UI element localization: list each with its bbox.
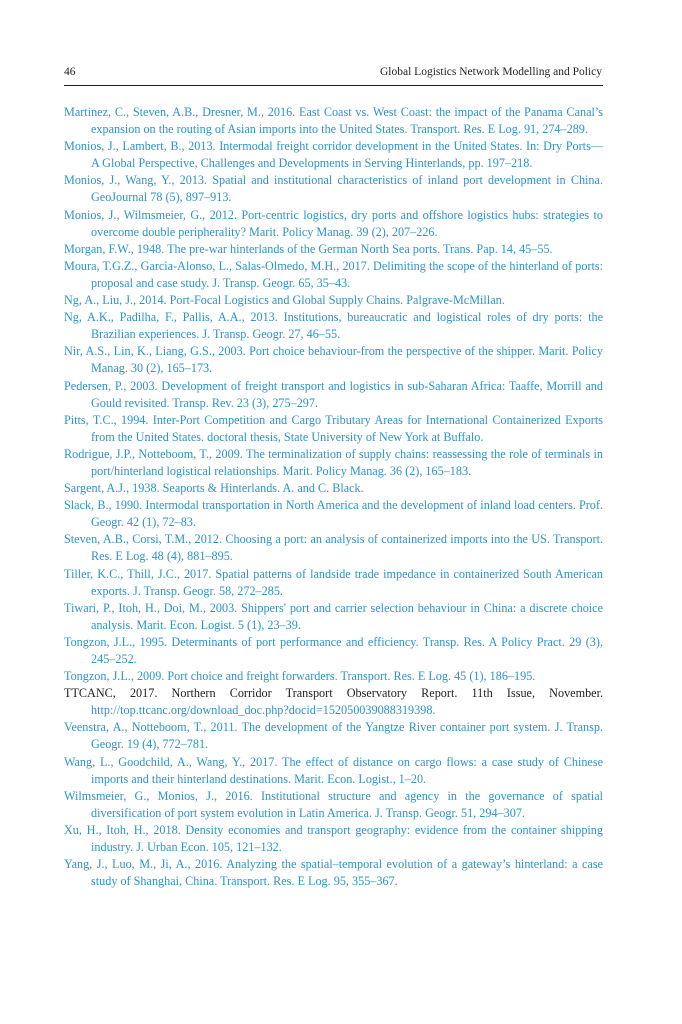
reference-ttcanc-2017[interactable]: TTCANC, 2017. Northern Corridor Transport Observatory Report. 11th Issue, November. http://top.ttcanc.org/download_doc.php?docid=152050039088319398. — [64, 686, 603, 718]
reference-list — [64, 104, 603, 890]
reference-wilmsmeier-2016[interactable]: Wilmsmeier, G., Monios, J., 2016. Institutional structure and agency in the governance of spatial diversification of port system evolution in Latin America. J. Transp. Geogr. 51, 294–307. — [64, 788, 603, 820]
reference-xu-2018[interactable]: Xu, H., Itoh, H., 2018. Density economies and transport geography: evidence from the container shipping industry. J. Urban Econ. 105, 121–132. — [64, 822, 603, 855]
reference-pedersen-2003[interactable]: Pedersen, P., 2003. Development of freight transport and logistics in sub-Saharan Africa: Taaffe, Morrill and Gould revisited. Transp. Rev. 23 (3), 275–297. — [64, 378, 603, 410]
reference-sargent-1938[interactable]: Sargent, A.J., 1938. Seaports & Hinterlands. A. and C. Black. — [64, 481, 364, 496]
reference-morgan-1948[interactable]: Morgan, F.W., 1948. The pre-war hinterlands of the German North Sea ports. Trans. Pap. 14, 45–55. — [64, 241, 553, 256]
reference-tiller-2017[interactable]: Tiller, K.C., Thill, J.C., 2017. Spatial patterns of landside trade impedance in containerized South American exports. J. Transp. Geogr. 58, 272–285. — [64, 566, 603, 598]
reference-monios-wilmsmeier-2012[interactable]: Monios, J., Wilmsmeier, G., 2012. Port-centric logistics, dry ports and offshore logistics hubs: strategies to overcome double peripherality? Marit. Policy Manag. 39 (2), 207–226. — [64, 207, 603, 239]
reference-wang-2017[interactable]: Wang, L., Goodchild, A., Wang, Y., 2017. The effect of distance on cargo flows: a case study of Chinese imports and their hinterland destinations. Marit. Econ. Logist., 1–20. — [64, 754, 603, 786]
running-head — [64, 66, 602, 82]
header-rule — [64, 85, 603, 86]
reference-nir-2003[interactable]: Nir, A.S., Lin, K., Liang, G.S., 2003. Port choice behaviour-from the perspective of the shipper. Marit. Policy Manag. 30 (2), 165–173. — [64, 344, 603, 376]
reference-pitts-1994[interactable]: Pitts, T.C., 1994. Inter-Port Competition and Cargo Tributary Areas for International Containerized Exports from the United States. doctoral thesis, State University of New York at Buffalo. — [64, 412, 603, 444]
reference-steven-2012[interactable]: Steven, A.B., Corsi, T.M., 2012. Choosing a port: an analysis of containerized imports into the US. Transport. Res. E Log. 48 (4), 881–895. — [64, 532, 603, 564]
reference-rodrigue-2009[interactable]: Rodrigue, J.P., Notteboom, T., 2009. The terminalization of supply chains: reassessing the role of terminals in port/hinterland logistical relationships. Marit. Policy Manag. 36 (2), 165–183. — [64, 446, 603, 478]
reference-veenstra-2011[interactable]: Veenstra, A., Notteboom, T., 2011. The development of the Yangtze River container port system. J. Transp. Geogr. 19 (4), 772–781. — [64, 720, 603, 752]
reference-martinez-2016[interactable]: Martinez, C., Steven, A.B., Dresner, M., 2016. East Coast vs. West Coast: the impact of the Panama Canal’s expansion on the routing of Asian imports into the United States. Transport. Res. E Log. 91, 274–289. — [64, 105, 603, 137]
reference-tongzon-1995[interactable]: Tongzon, J.L., 1995. Determinants of port performance and efficiency. Transp. Res. A Policy Pract. 29 (3), 245–252. — [64, 634, 603, 666]
reference-tongzon-2009[interactable]: Tongzon, J.L., 2009. Port choice and freight forwarders. Transport. Res. E Log. 45 (1), 186–195. — [64, 669, 536, 684]
reference-ng-padilha-2013[interactable]: Ng, A.K., Padilha, F., Pallis, A.A., 2013. Institutions, bureaucratic and logistical roles of dry ports: the Brazilian experiences. J. Transp. Geogr. 27, 46–55. — [64, 310, 603, 342]
running-title: Global Logistics Network Modelling and Policy — [380, 66, 602, 78]
reference-yang-2016[interactable]: Yang, J., Luo, M., Ji, A., 2016. Analyzing the spatial–temporal evolution of a gateway’s hinterland: a case study of Shanghai, China. Transport. Res. E Log. 95, 355–367. — [64, 857, 603, 889]
reference-monios-lambert-2013[interactable]: Monios, J., Lambert, B., 2013. Intermodal freight corridor development in the United States. In: Dry Ports—A Global Perspective, Challenges and Developments in Serving Hinterlands, pp. 197–218. — [64, 139, 603, 171]
reference-monios-wang-2013[interactable]: Monios, J., Wang, Y., 2013. Spatial and institutional characteristics of inland port development in China. GeoJournal 78 (5), 897–913. — [64, 173, 603, 205]
reference-tiwari-2003[interactable]: Tiwari, P., Itoh, H., Doi, M., 2003. Shippers' port and carrier selection behaviour in China: a discrete choice analysis. Marit. Econ. Logist. 5 (1), 23–39. — [64, 600, 603, 632]
reference-url-link[interactable]: http://top.ttcanc.org/download_doc.php?docid=152050039088319398. — [91, 703, 436, 718]
page-number: 46 — [64, 66, 76, 78]
reference-moura-2017[interactable]: Moura, T.G.Z., Garcia-Alonso, L., Salas-Olmedo, M.H., 2017. Delimiting the scope of the hinterland of ports: proposal and case study. J. Transp. Geogr. 65, 35–43. — [64, 258, 603, 290]
reference-slack-1990[interactable]: Slack, B., 1990. Intermodal transportation in North America and the development of inland load centers. Prof. Geogr. 42 (1), 72–83. — [64, 498, 603, 530]
reference-ng-liu-2014[interactable]: Ng, A., Liu, J., 2014. Port-Focal Logistics and Global Supply Chains. Palgrave-McMillan. — [64, 293, 505, 308]
